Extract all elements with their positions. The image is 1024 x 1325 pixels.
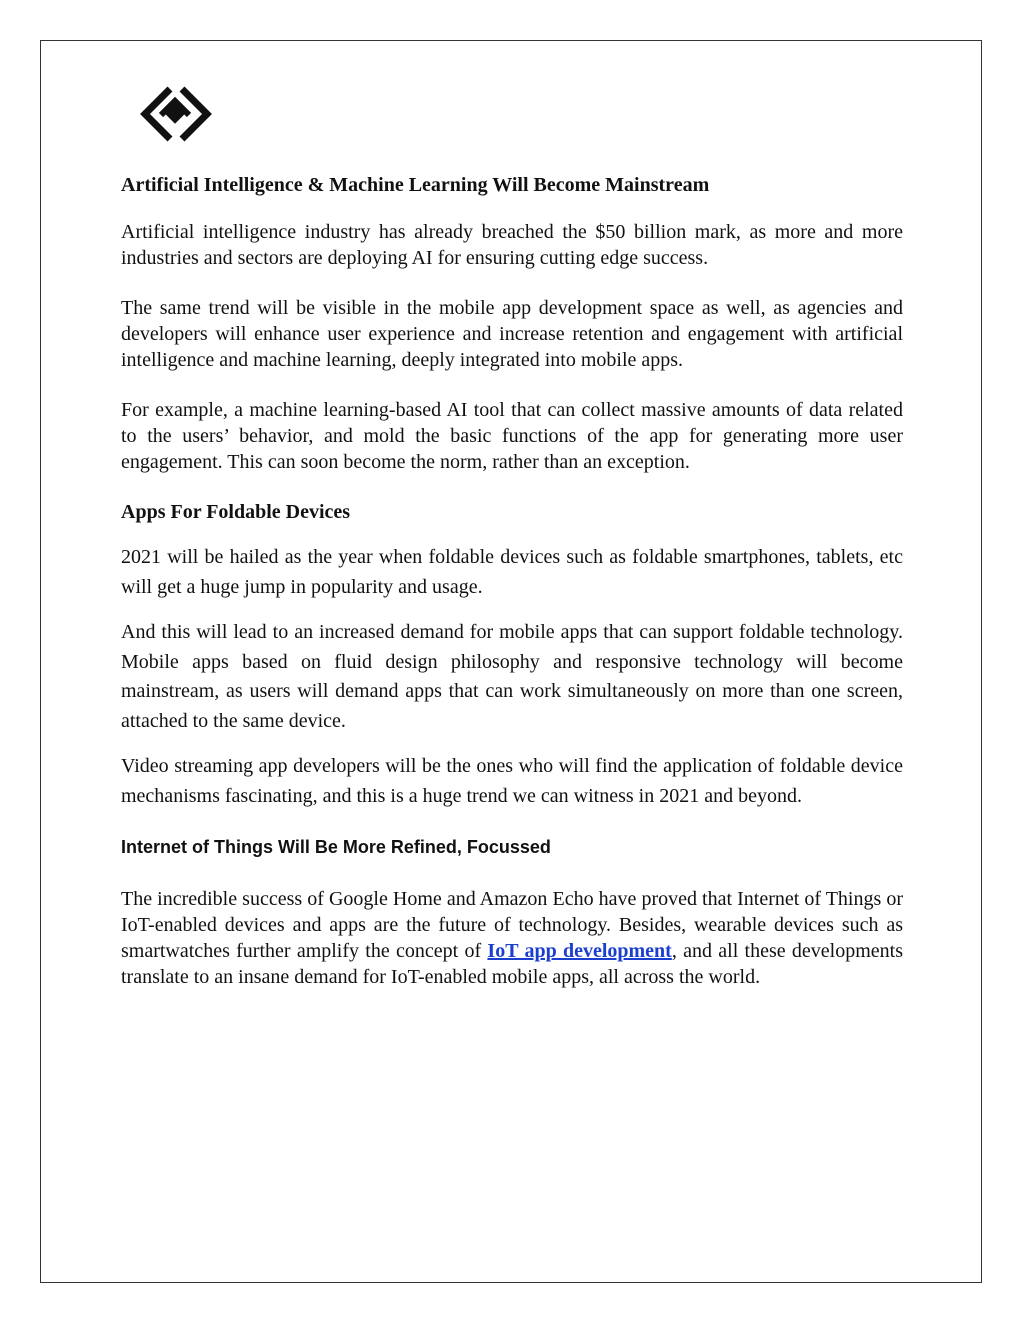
paragraph: 2021 will be hailed as the year when foldable devices such as foldable smartphones, tablets, etc will get a huge jump in popularity and usage.: [121, 546, 903, 598]
paragraph: Video streaming app developers will be the ones who will find the application of foldable device mechanisms fascinating, and this is a huge trend we can witness in 2021 and beyond.: [121, 755, 903, 807]
paragraph-text: , and all these developments translate to an insane demand for IoT-enabled mobile apps, all across the world.: [121, 940, 903, 988]
diamond-chain-logo-icon: [137, 82, 215, 148]
section-heading-foldable: Apps For Foldable Devices: [121, 501, 351, 523]
iot-app-development-link[interactable]: IoT app development: [487, 940, 672, 962]
paragraph: Artificial intelligence industry has already breached the $50 billion mark, as more and more industries and sectors are deploying AI for ensuring cutting edge success.: [121, 221, 903, 269]
paragraph-text: The incredible success of Google Home and Amazon Echo have proved that Internet of Things or IoT-enabled devices and apps are the future of technology. Besides, wearable devices such as smartwatches further amplify the concept of: [121, 888, 903, 962]
paragraph: For example, a machine learning-based AI tool that can collect massive amounts of data related to the users’ behavior, and mold the basic functions of the app for generating more user engagement. This can soon become the norm, rather than an exception.: [121, 399, 903, 473]
paragraph: The same trend will be visible in the mobile app development space as well, as agencies and developers will enhance user experience and increase retention and engagement with artificial intelligence and machine learning, deeply integrated into mobile apps.: [121, 297, 903, 371]
document-body: [121, 170, 903, 990]
paragraph-iot: [121, 886, 903, 990]
paragraph: And this will lead to an increased demand for mobile apps that can support foldable technology. Mobile apps based on fluid design philosophy and responsive technology will become mainstream, as users will demand apps that can work simultaneously on more than one screen, attached to the same device.: [121, 621, 903, 732]
section-heading-ai: Artificial Intelligence & Machine Learning Will Become Mainstream: [121, 174, 710, 196]
section-heading-iot: Internet of Things Will Be More Refined, Focussed: [121, 837, 551, 857]
